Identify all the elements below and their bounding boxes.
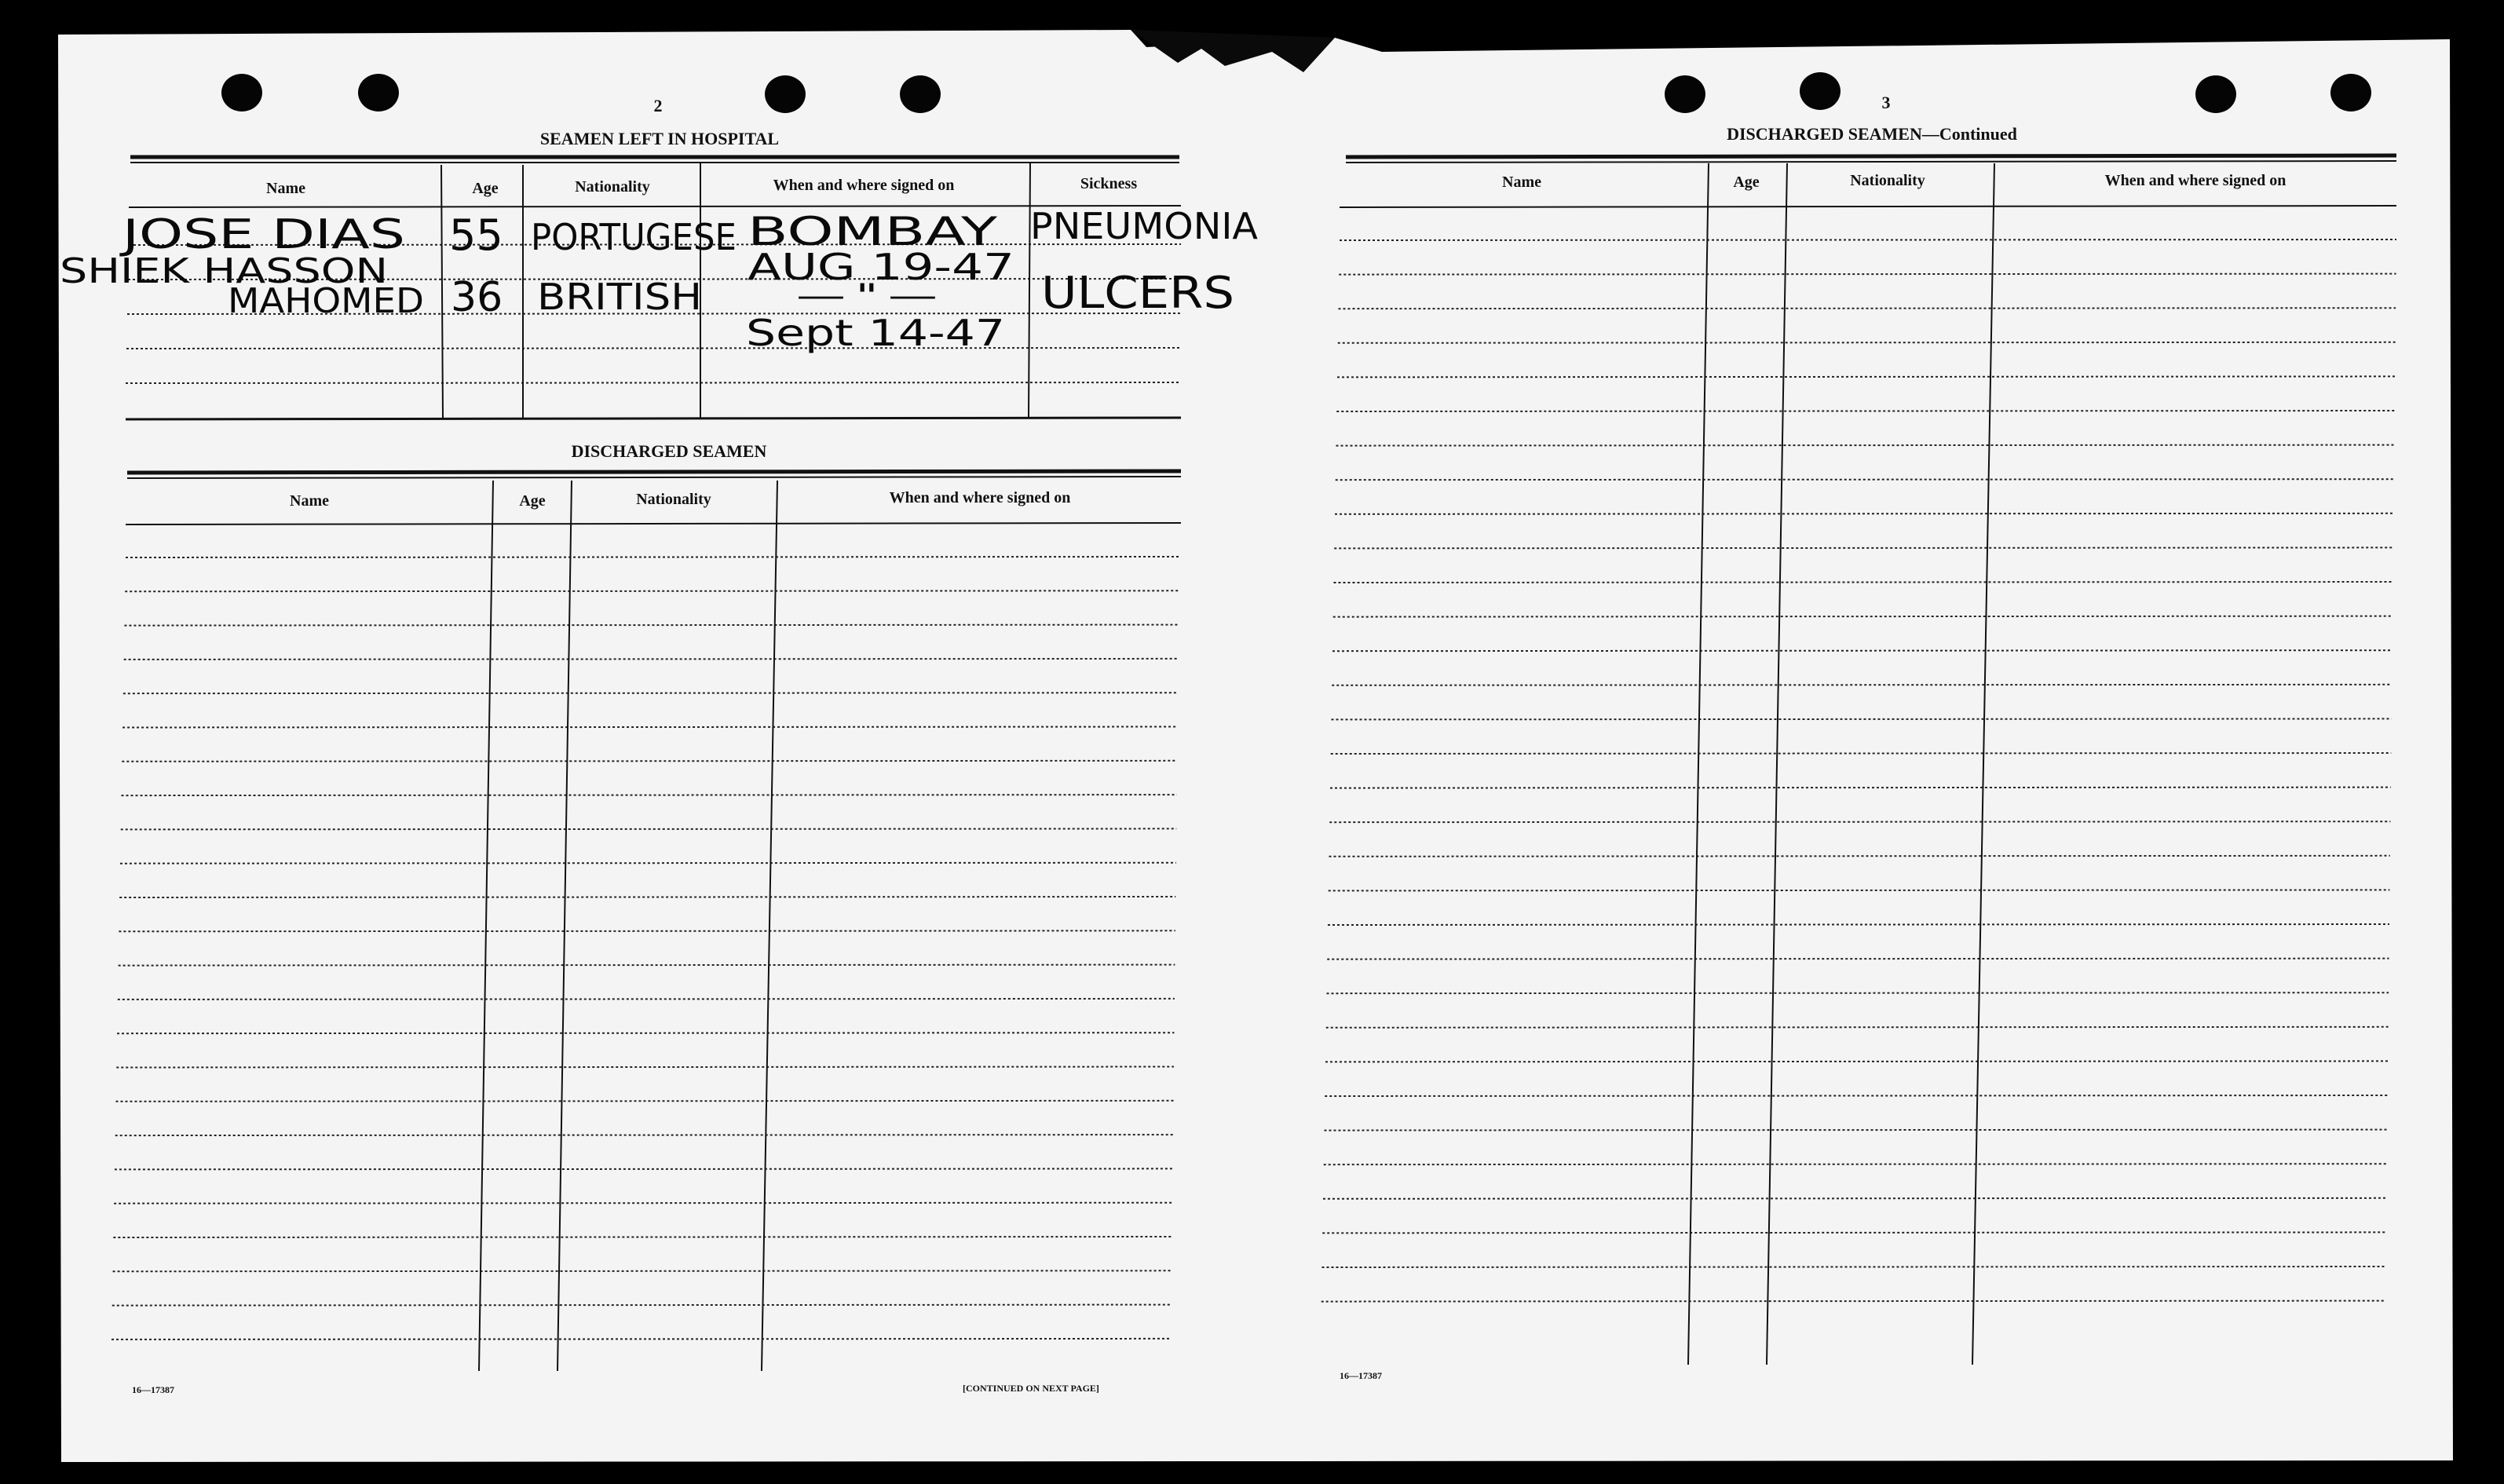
column-header: When and where signed on: [889, 489, 1071, 506]
column-header: When and where signed on: [2104, 172, 2286, 189]
page-number: 2: [653, 96, 663, 115]
column-header: Nationality: [575, 178, 650, 196]
form-number: 16—17387: [132, 1384, 174, 1395]
signed-on-place: BOMBAY: [748, 209, 998, 254]
punch-hole-icon: [2195, 75, 2236, 113]
column-header: Age: [472, 180, 499, 197]
punch-hole-icon: [221, 74, 262, 111]
column-header: Age: [1733, 174, 1760, 191]
punch-hole-icon: [765, 75, 806, 113]
seaman-name-continued: MAHOMED: [228, 281, 424, 321]
punch-hole-icon: [1800, 72, 1841, 110]
continued-note: [CONTINUED ON NEXT PAGE]: [963, 1383, 1099, 1394]
section-title: DISCHARGED SEAMEN—Continued: [1727, 124, 2017, 144]
sickness: PNEUMONIA: [1030, 205, 1259, 247]
punch-hole-icon: [1665, 75, 1705, 113]
page-number: 3: [1881, 93, 1891, 112]
signed-on-place: — " —: [796, 278, 938, 314]
section-title: SEAMEN LEFT IN HOSPITAL: [539, 129, 780, 148]
form-number: 16—17387: [1340, 1370, 1382, 1381]
column-header: Name: [290, 492, 329, 510]
column-header: Name: [1502, 174, 1541, 191]
seaman-nationality: BRITISH: [537, 276, 702, 318]
seaman-name: JOSE DIAS: [119, 211, 405, 258]
seaman-age: 36: [451, 274, 503, 321]
seaman-nationality: PORTUGESE: [531, 216, 737, 258]
section-title: DISCHARGED SEAMEN: [571, 441, 767, 461]
column-header: Nationality: [636, 491, 711, 508]
punch-hole-icon: [900, 75, 941, 113]
column-header: Name: [266, 180, 305, 197]
column-header: Nationality: [1850, 172, 1925, 189]
signed-on-date: Sept 14-47: [746, 312, 1005, 354]
column-header: Sickness: [1080, 175, 1138, 192]
column-header: Age: [519, 492, 546, 510]
sickness: ULCERS: [1041, 268, 1234, 319]
seaman-name: SHIEK HASSON: [60, 251, 388, 291]
column-header: When and where signed on: [773, 177, 955, 194]
seaman-age: 55: [449, 210, 503, 260]
punch-hole-icon: [2330, 74, 2371, 111]
punch-hole-icon: [358, 74, 399, 111]
signed-on-date: AUG 19-47: [748, 246, 1014, 288]
